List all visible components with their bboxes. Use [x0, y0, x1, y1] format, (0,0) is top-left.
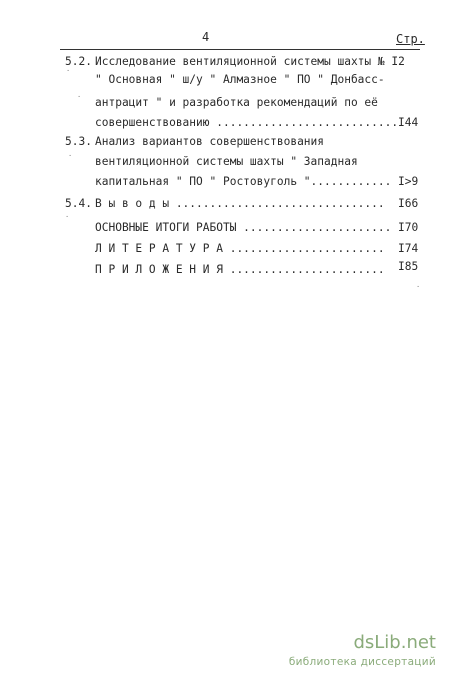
scan-mark: · [68, 152, 73, 160]
watermark-site: dsLib.net [353, 632, 436, 653]
page-column-header: Стр. [396, 32, 425, 46]
toc-page-number: I85 [398, 260, 419, 273]
header-rule [60, 49, 420, 50]
toc-entry-line: капитальная " ПО " Ростовуголь "............ [95, 175, 392, 188]
toc-entry-line: Исследование вентиляционной системы шахты № I2 [95, 55, 405, 68]
toc-section-number: 5.4. [65, 197, 92, 210]
toc-page-number: I>9 [398, 175, 419, 188]
watermark-caption: библиотека диссертаций [288, 656, 436, 668]
toc-entry-line: " Основная " ш/у " Алмазное " ПО " Донбасс- [95, 73, 385, 86]
scan-mark: · [66, 67, 71, 75]
toc-page-number: I44 [398, 116, 419, 129]
toc-entry-line: вентиляционной системы шахты " Западная [95, 155, 358, 168]
scan-mark: · [77, 93, 82, 101]
toc-entry-line: В ы в о д ы ............................... [95, 197, 385, 210]
toc-page-number: I74 [398, 242, 419, 255]
toc-page-number: I66 [398, 197, 419, 210]
toc-entry-line: Анализ вариантов совершенствования [95, 135, 325, 148]
scan-mark: · [416, 283, 421, 291]
toc-entry-line: антрацит " и разработка рекомендаций по её [95, 96, 378, 109]
toc-page-number: I70 [398, 221, 419, 234]
toc-entry-line: Л И Т Е Р А Т У Р А ....................... [95, 242, 385, 255]
toc-section-number: 5.3. [65, 135, 92, 148]
toc-entry-line: совершенствованию ........................... [95, 116, 399, 129]
scan-mark: · [65, 213, 70, 221]
toc-section-number: 5.2. [65, 55, 92, 68]
toc-entry-line: П Р И Л О Ж Е Н И Я ....................... [95, 263, 385, 276]
page-number: 4 [202, 30, 210, 44]
toc-entry-line: ОСНОВНЫЕ ИТОГИ РАБОТЫ ...................... [95, 221, 392, 234]
